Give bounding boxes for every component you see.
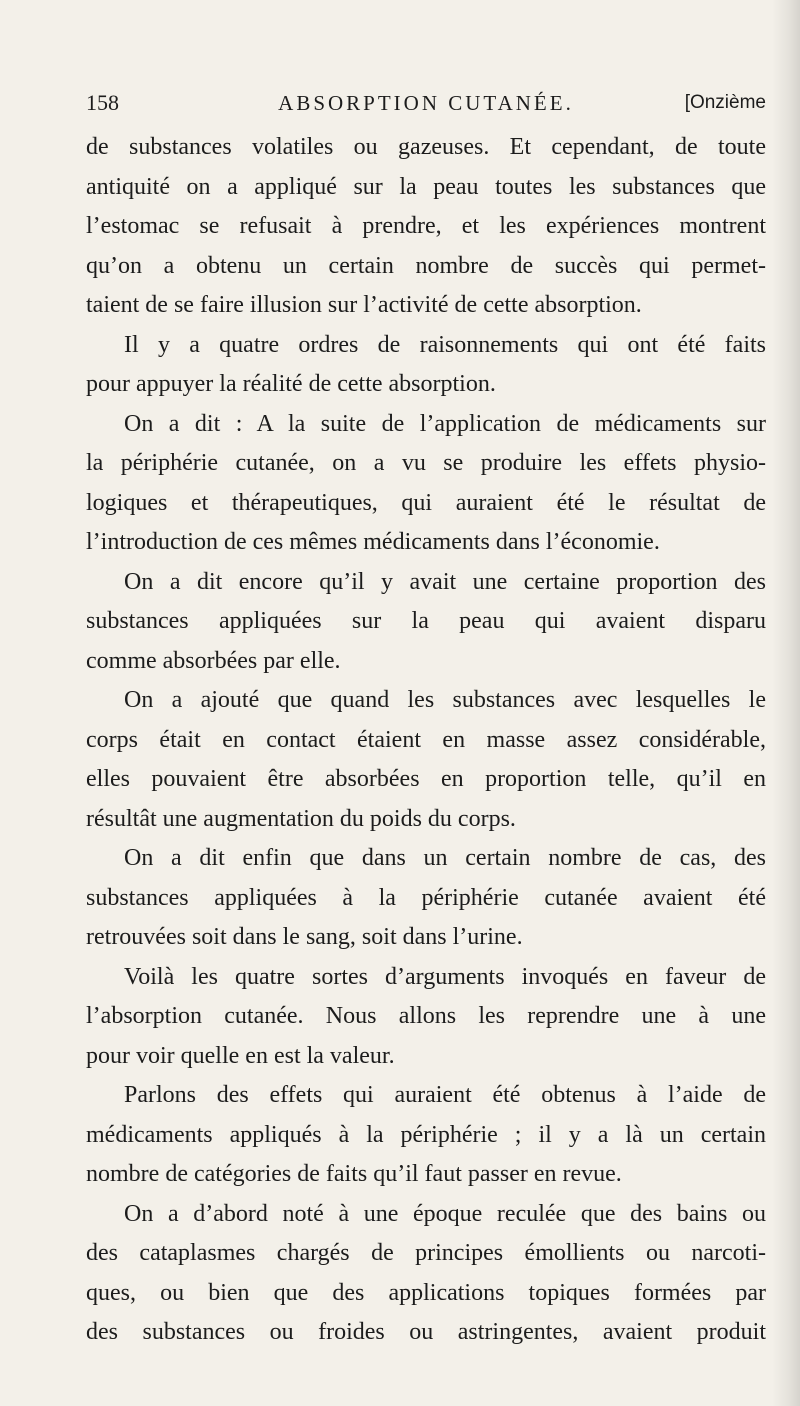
page-number: 158	[86, 90, 119, 115]
chapter-label: [Onzième	[684, 92, 766, 113]
text-line: l’absorption cutanée. Nous allons les reprendre une à une	[86, 1003, 766, 1029]
text-line: Parlons des effets qui auraient été obtenus à l’aide de	[124, 1082, 766, 1108]
running-title: ABSORPTION CUTANÉE.	[278, 91, 574, 115]
page-edge-shadow	[772, 0, 800, 1406]
text-line: pour voir quelle en est la valeur.	[86, 1042, 395, 1069]
text-line: substances appliquées à la périphérie cutanée avaient été	[86, 884, 766, 911]
text-line: elles pouvaient être absorbées en proportion telle, qu’il en	[86, 766, 766, 792]
body-text	[86, 128, 766, 1353]
text-line: ques, ou bien que des applications topiques formées par	[86, 1279, 766, 1306]
page-header	[86, 86, 766, 120]
text-line: On a dit : A la suite de l’application de médicaments sur	[124, 410, 766, 437]
text-line: taient de se faire illusion sur l’activité de cette absorption.	[86, 292, 642, 318]
text-line: des substances ou froides ou astringentes, avaient produit	[86, 1319, 766, 1345]
text-line: Voilà les quatre sortes d’arguments invoqués en faveur de	[124, 963, 766, 990]
text-line: nombre de catégories de faits qu’il faut passer en revue.	[86, 1161, 622, 1187]
text-line: des cataplasmes chargés de principes émollients ou narcoti-	[86, 1240, 766, 1266]
text-line: résultât une augmentation du poids du corps.	[86, 805, 516, 832]
text-line: comme absorbées par elle.	[86, 647, 341, 674]
text-line: corps était en contact étaient en masse assez considérable,	[86, 726, 766, 753]
text-line: antiquité on a appliqué sur la peau toutes les substances que	[86, 173, 766, 200]
text-line: substances appliquées sur la peau qui avaient disparu	[86, 608, 766, 634]
text-line: médicaments appliqués à la périphérie ; il y a là un certain	[86, 1121, 766, 1148]
text-line: On a ajouté que quand les substances avec lesquelles le	[124, 687, 766, 713]
text-line: la périphérie cutanée, on a vu se produire les effets physio-	[86, 450, 766, 476]
text-line: l’estomac se refusait à prendre, et les expériences montrent	[86, 213, 766, 239]
text-line: pour appuyer la réalité de cette absorption.	[86, 371, 496, 397]
text-line: Il y a quatre ordres de raisonnements qui ont été faits	[124, 331, 766, 358]
text-line: retrouvées soit dans le sang, soit dans l’urine.	[86, 924, 523, 950]
text-line: de substances volatiles ou gazeuses. Et cependant, de toute	[86, 134, 766, 160]
text-line: On a d’abord noté à une époque reculée que des bains ou	[124, 1200, 766, 1227]
text-line: qu’on a obtenu un certain nombre de succès qui permet-	[86, 252, 766, 279]
text-line: l’introduction de ces mêmes médicaments dans l’économie.	[86, 529, 660, 555]
text-line: On a dit encore qu’il y avait une certaine proportion des	[124, 568, 766, 595]
text-line: logiques et thérapeutiques, qui auraient été le résultat de	[86, 489, 766, 516]
text-line: On a dit enfin que dans un certain nombre de cas, des	[124, 845, 766, 871]
